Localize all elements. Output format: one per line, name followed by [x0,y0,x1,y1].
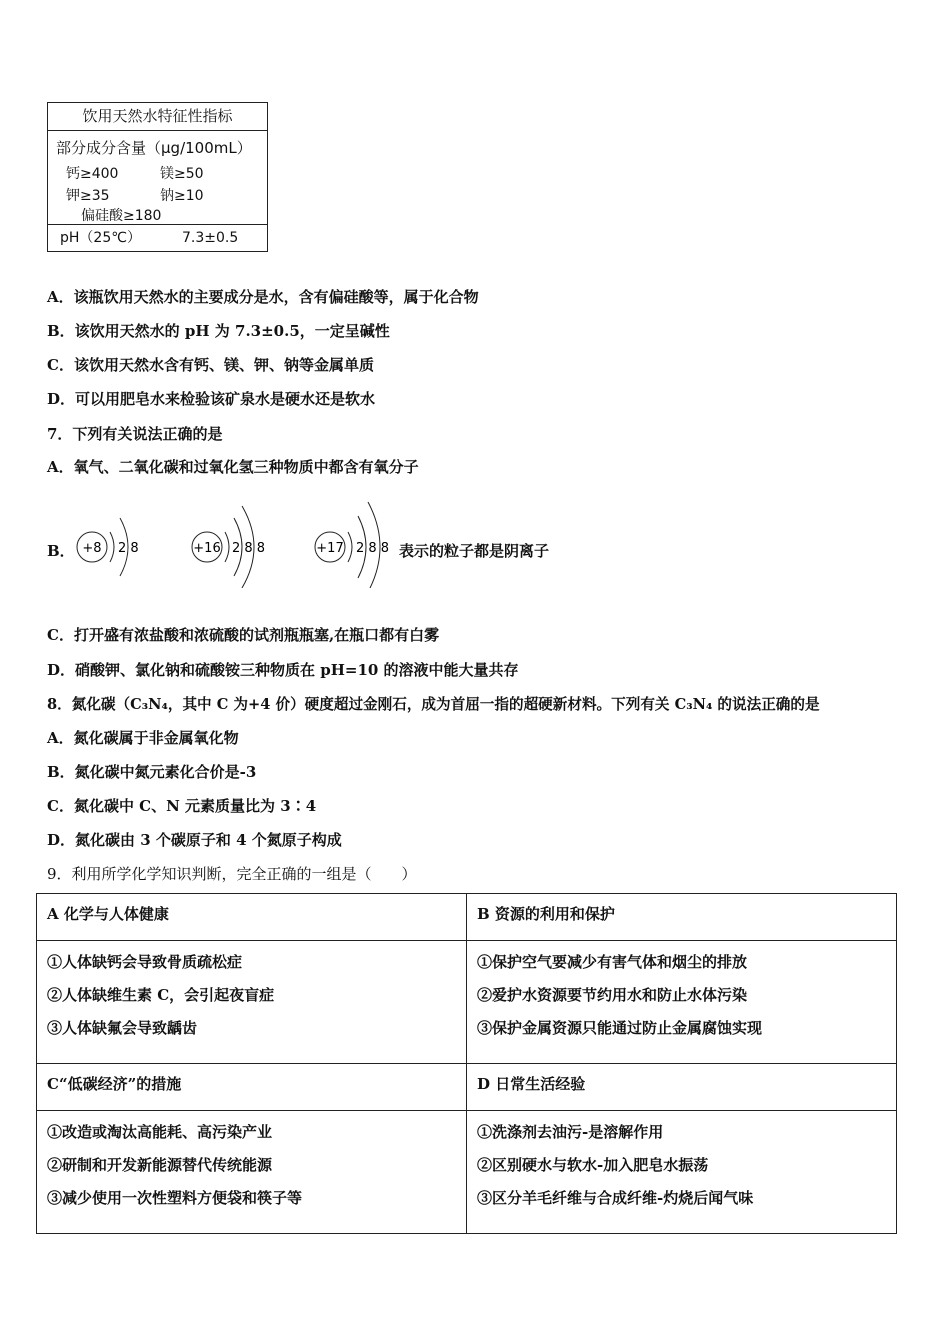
atom-diagram-3 [315,502,389,588]
q7-option-b-prefix: B． [47,542,75,560]
atom-2-nucleus: +16 [193,541,221,556]
q9-stem: 9．利用所学化学知识判断，完全正确的一组是（ ） [47,865,417,883]
list-item: ③保护金属资源只能通过防止金属腐蚀实现 [477,1019,763,1037]
atom-3-nucleus: +17 [316,541,344,556]
list-item: ②人体缺维生素 C，会引起夜盲症 [47,986,275,1004]
label-ph-row [48,224,267,251]
q8-option-d: D．氮化碳由 3 个碳原子和 4 个氮原子构成 [47,831,342,849]
list-item: ①洗涤剂去油污-是溶解作用 [477,1123,664,1141]
atom-diagram-1 [77,518,139,576]
label-title: 饮用天然水特征性指标 [48,103,267,131]
atom-2-shells: 2 8 8 [232,541,266,556]
list-item: ②区别硬水与软水-加入肥皂水振荡 [477,1156,709,1174]
q6-option-b: B．该饮用天然水的 pH 为 7.3±0.5，一定呈碱性 [47,322,390,340]
label-ph-value: 7.3±0.5 [182,230,239,246]
atom-3-shells: 2 8 8 [356,541,390,556]
table-row [37,1064,897,1111]
label-magnesium: 镁≥50 [160,166,204,182]
water-label-box [47,102,268,252]
list-item: ③人体缺氟会导致龋齿 [47,1019,198,1037]
q7-option-b-suffix: 表示的粒子都是阴离子 [399,542,550,560]
q6-option-c: C．该饮用天然水含有钙、镁、钾、钠等金属单质 [47,356,374,374]
q8-option-a: A．氮化碳属于非金属氧化物 [47,729,239,747]
label-sodium: 钠≥10 [160,188,204,204]
list-item: ②研制和开发新能源替代传统能源 [47,1156,273,1174]
group-c-head: C“低碳经济”的措施 [37,1064,467,1111]
group-c-items [37,1111,467,1234]
list-item: ③减少使用一次性塑料方便袋和筷子等 [47,1189,303,1207]
group-a-items [37,941,467,1064]
q6-option-d: D．可以用肥皂水来检验该矿泉水是硬水还是软水 [47,390,376,408]
q7-stem: 7．下列有关说法正确的是 [47,425,223,443]
label-potassium: 钾≥35 [66,188,110,204]
list-item: ②爱护水资源要节约用水和防止水体污染 [477,986,748,1004]
group-d-head: D 日常生活经验 [467,1064,897,1111]
atom-1-shells: 2 8 [118,541,139,556]
table-row [37,894,897,941]
list-item: ①保护空气要减少有害气体和烟尘的排放 [477,953,748,971]
group-d-items [467,1111,897,1234]
q7-option-d: D．硝酸钾、氯化钠和硫酸铵三种物质在 pH=10 的溶液中能大量共存 [47,661,519,679]
table-row [37,1111,897,1234]
q7-option-c: C．打开盛有浓盐酸和浓硫酸的试剂瓶瓶塞,在瓶口都有白雾 [47,626,440,644]
group-b-items [467,941,897,1064]
q6-option-a: A．该瓶饮用天然水的主要成分是水，含有偏硅酸等，属于化合物 [47,288,479,306]
label-silicic-acid: 偏硅酸≥180 [81,208,162,224]
label-subtitle: 部分成分含量（μg/100mL） [56,139,252,157]
q9-table [36,893,897,1234]
q8-option-c: C．氮化碳中 C、N 元素质量比为 3∶4 [47,797,317,815]
atom-1-nucleus: +8 [82,541,102,556]
q8-option-b: B．氮化碳中氮元素化合价是-3 [47,763,257,781]
group-b-head: B 资源的利用和保护 [467,894,897,941]
atom-diagram-2 [192,506,265,588]
atom-structure-diagrams [70,488,410,588]
table-row [37,941,897,1064]
q8-stem: 8．氮化碳（C₃N₄，其中 C 为+4 价）硬度超过金刚石，成为首屈一指的超硬新材料。下列有关 C₃N₄ 的说法正确的是 [47,696,820,713]
group-a-head: A 化学与人体健康 [37,894,467,941]
label-ph-name: pH（25℃） [60,230,141,246]
list-item: ①改造或淘汰高能耗、高污染产业 [47,1123,273,1141]
q7-option-a: A．氧气、二氧化碳和过氧化氢三种物质中都含有氧分子 [47,458,419,476]
list-item: ③区分羊毛纤维与合成纤维-灼烧后闻气味 [477,1189,754,1207]
label-calcium: 钙≥400 [66,166,119,182]
list-item: ①人体缺钙会导致骨质疏松症 [47,953,243,971]
